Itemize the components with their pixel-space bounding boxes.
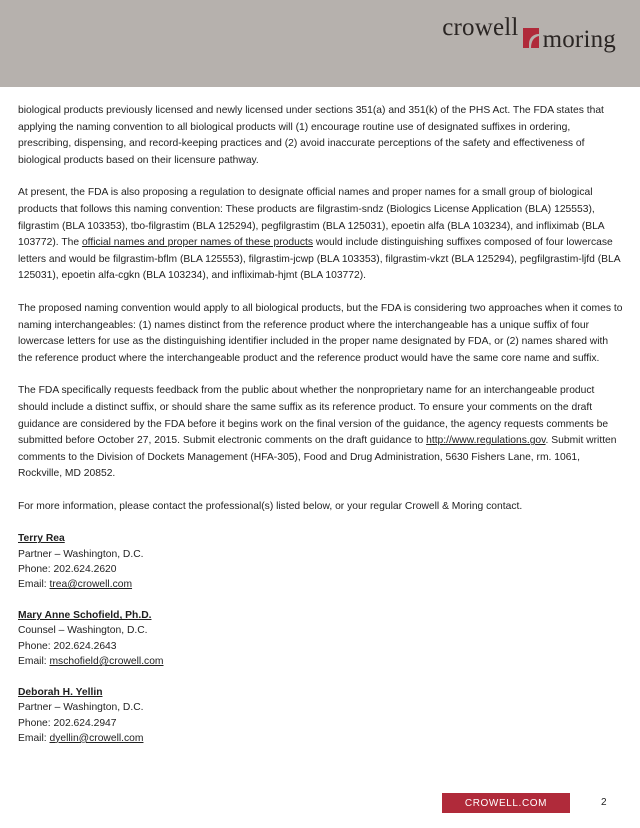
email-link[interactable]: dyellin@crowell.com [49,732,144,744]
contact-card [18,531,624,592]
contact-card [18,685,624,746]
email-label: Email: [18,579,47,591]
official-names-link[interactable]: official names and proper names of these products [81,237,313,249]
contact-name[interactable]: Mary Anne Schofield, Ph.D. [18,610,152,622]
contact-email [18,577,624,592]
footer-site-link[interactable]: CROWELL.COM [442,793,570,813]
paragraph-2-text-b: would include distinguishing suffixes composed of four lowercase letters and would be filgrastim-bflm (BLA 125553), filgrastim-jcwp (BLA 103353), filgrastim-vkzt (BLA 125294), pegfilgrastim-ljfd (BLA 125031), epoetin alfa-cgkn (BLA 103234), and infliximab-hjmt (BLA 103772). [18,237,621,282]
logo-word-moring: moring [542,26,616,53]
contact-phone [18,639,624,654]
contact-card [18,608,624,669]
contact-email [18,731,624,746]
paragraph-4-text-b: . Submit written comments to the Division of Dockets Management (HFA-305), Food and Drug Administration, 5630 Fishers Lane, rm. 1061, Rockville, MD 20852. [18,435,617,480]
company-logo[interactable] [442,14,616,53]
paragraph-4 [18,383,624,483]
phone-label: Phone: [18,563,51,575]
regulations-gov-link[interactable]: http://www.regulations.gov [426,435,546,447]
page-number: 2 [601,797,607,808]
contact-name[interactable]: Terry Rea [18,533,65,545]
logo-mark-icon [521,26,541,50]
email-link[interactable]: trea@crowell.com [49,579,133,591]
phone-number: 202.624.2947 [53,717,117,729]
article-body [18,103,624,762]
paragraph-5: For more information, please contact the professional(s) listed below, or your regular Crowell & Moring contact. [18,500,523,512]
paragraph-1: biological products previously licensed and newly licensed under sections 351(a) and 351(k) of the PHS Act. The FDA states that applying the naming convention to all biological products will (1) encourage routine use of designated suffixes in ordering, prescribing, dispensing, and record-keeping practices and (2) avoid inaccurate perceptions of the safety and effectiveness of biological products based on their licensure pathway. [18,105,604,166]
phone-number: 202.624.2643 [53,640,117,652]
email-link[interactable]: mschofield@crowell.com [49,655,164,667]
contact-phone [18,716,624,731]
logo-word-crowell: crowell [442,14,519,41]
paragraph-3: The proposed naming convention would apply to all biological products, but the FDA is considering two approaches when it comes to naming interchangeables: (1) names distinct from the reference product where the interchangeable has a unique suffix of four lowercase letters for use as the distinguishing identifier included in the proper name designated by FDA, or (2) names shared with the reference product where the interchangeable product and the reference product would have the same core name and suffix. [18,302,623,364]
paragraph-2-text-a: At present, the FDA is also proposing a regulation to designate official names and proper names for a small group of biological products that follows this naming convention: These products are filgrastim-sndz (Biologics License Application (BLA) 125553), filgrastim (BLA 103353), tbo-filgrastim (BLA 125294), pegfilgrastim (BLA 125031), epoetin alfa (BLA 103234), and infliximab (BLA 103772). The [18,187,605,249]
paragraph-4-text-a: The FDA specifically requests feedback from the public about whether the nonproprietary name for an interchangeable product should include a distinct suffix, or should share the same suffix as its reference product. To ensure your comments on the draft guidance are considered by the FDA before it begins work on the final version of the guidance, the agency requests comments be submitted before October 27, 2015. Submit electronic comments on the draft guidance to [18,385,609,447]
contact-title: Partner – Washington, D.C. [18,702,144,714]
email-label: Email: [18,732,47,744]
phone-number: 202.624.2620 [53,563,117,575]
contact-title: Partner – Washington, D.C. [18,548,144,560]
contact-title: Counsel – Washington, D.C. [18,625,148,637]
contact-phone [18,562,624,577]
email-label: Email: [18,655,47,667]
contact-email [18,654,624,669]
contact-name[interactable]: Deborah H. Yellin [18,687,103,699]
paragraph-2 [18,185,624,285]
phone-label: Phone: [18,717,51,729]
header-band [0,0,640,87]
phone-label: Phone: [18,640,51,652]
